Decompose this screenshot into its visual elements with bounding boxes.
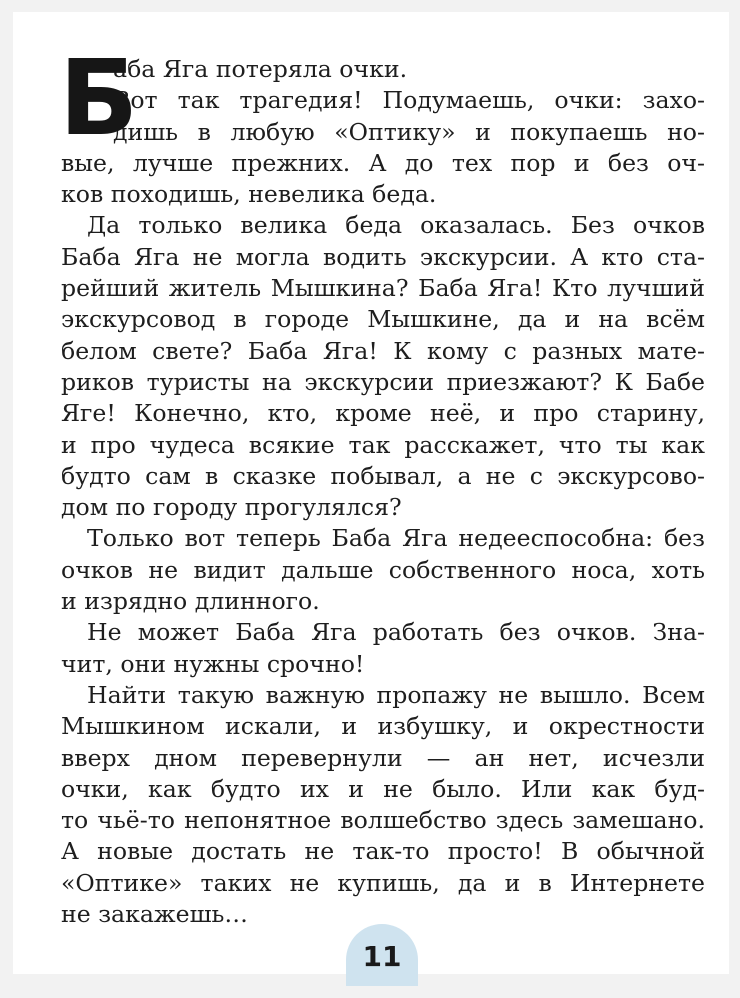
- page-number: 11: [362, 939, 402, 973]
- text-line: Только вот теперь Баба Яга недееспособна: без: [87, 524, 705, 553]
- text-line: чит, они нужны срочно!: [61, 649, 365, 678]
- text-line: вые, лучше прежних. А до тех пор и без оч-: [61, 148, 705, 177]
- page-number-badge: [346, 924, 418, 986]
- text-line: белом свете? Баба Яга! К кому с разных мате-: [61, 336, 705, 365]
- text-line: ков походишь, невелика беда.: [61, 180, 437, 209]
- text-line: очки, как будто их и не было. Или как буд-: [61, 774, 705, 803]
- text-line: и про чудеса всякие так расскажет, что ты как: [61, 430, 705, 459]
- text-line: аба Яга потеряла очки.: [113, 55, 408, 83]
- text-line: «Оптике» таких не купишь, да и в Интернете: [61, 868, 705, 897]
- text-line: вверх дном перевернули — ан нет, исчезли: [61, 743, 705, 772]
- text-line: А новые достать не так-то просто! В обычной: [61, 837, 705, 866]
- text-line: дишь в любую «Оптику» и покупаешь но-: [113, 117, 705, 146]
- text-line: рейший житель Мышкина? Баба Яга! Кто лучший: [61, 274, 705, 303]
- text-line: Яге! Конечно, кто, кроме неё, и про старину,: [61, 399, 705, 428]
- page-text: [59, 37, 705, 930]
- text-line: риков туристы на экскурсии приезжают? К Бабе: [61, 367, 705, 396]
- drop-cap: Б: [59, 37, 139, 159]
- text-line: то чьё-то непонятное волшебство здесь замешано.: [61, 806, 705, 835]
- text-line: дом по городу прогулялся?: [61, 493, 402, 522]
- text-line: экскурсовод в городе Мышкине, да и на всём: [61, 305, 705, 334]
- text-line: Мышкином искали, и избушку, и окрестности: [61, 712, 705, 741]
- book-page: [13, 12, 729, 974]
- text-line: и изрядно длинного.: [61, 587, 320, 616]
- text-line: Баба Яга не могла водить экскурсии. А кто ста-: [61, 242, 705, 271]
- text-line: Да только велика беда оказалась. Без очков: [87, 211, 705, 240]
- text-line: Найти такую важную пропажу не вышло. Всем: [87, 680, 705, 709]
- text-line: не закажешь…: [61, 900, 248, 929]
- text-line: Вот так трагедия! Подумаешь, очки: захо-: [113, 86, 705, 115]
- text-line: очков не видит дальше собственного носа, хоть: [61, 555, 705, 584]
- text-lines: [61, 54, 705, 930]
- text-line: будто сам в сказке побывал, а не с экскурсово-: [61, 461, 705, 490]
- text-line: Не может Баба Яга работать без очков. Зна-: [87, 618, 705, 647]
